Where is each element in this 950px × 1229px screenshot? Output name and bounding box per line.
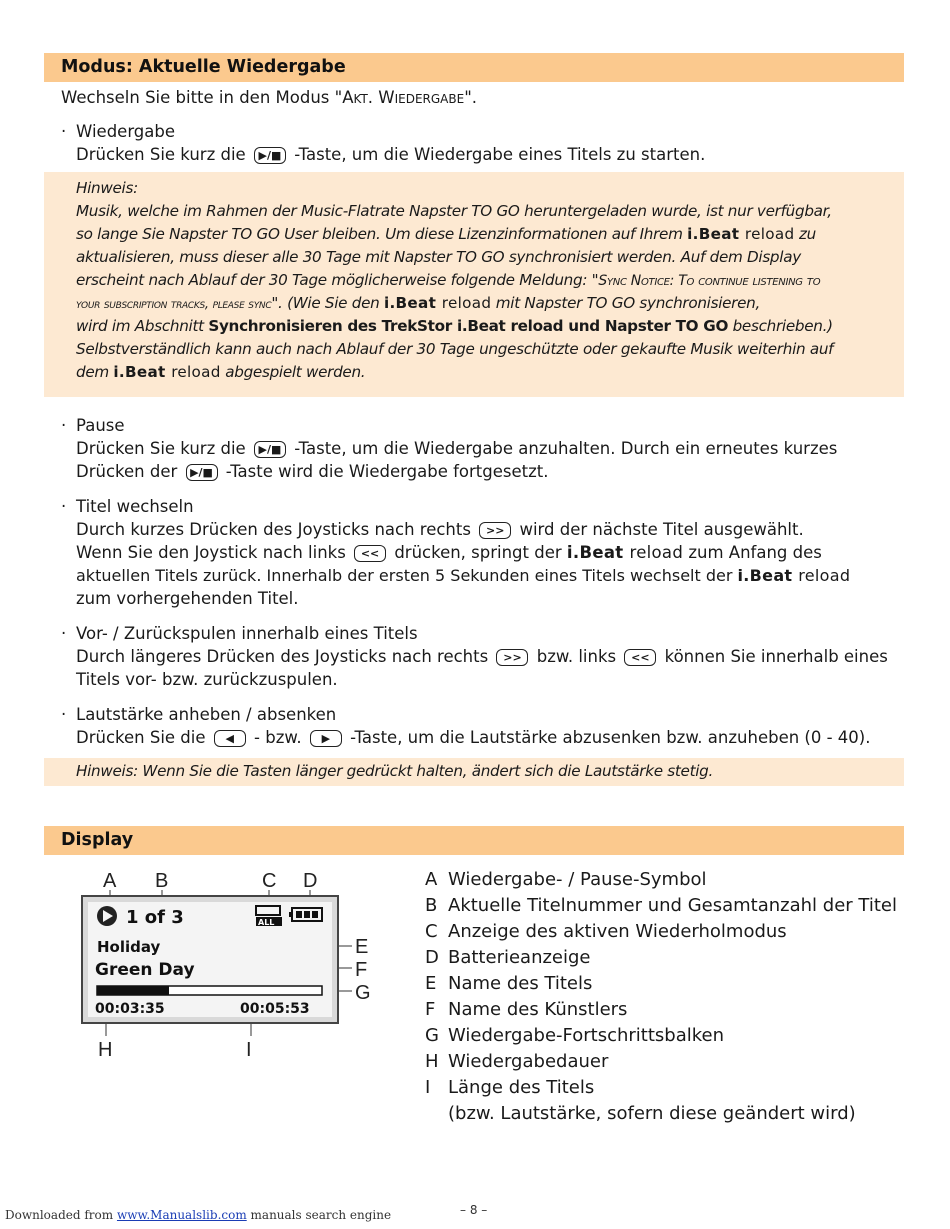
section-reference: Synchronisieren des TrekStor i.Beat reload und Napster TO GO [208,317,729,335]
intro-post: ". [464,88,478,107]
text-part: -Taste, um die Wiedergabe anzuhalten. Durch ein erneutes kurzes [294,439,838,458]
text-part: dem [76,363,109,381]
legend-key: A [425,869,438,890]
section-header-wiedergabe [44,53,904,82]
legend-item [425,997,627,1023]
titel-text [76,518,804,541]
legend-item [425,919,787,945]
hinweis-box [44,172,904,397]
brand-name [567,543,683,562]
legend-value: Anzeige des aktiven Wiederholmodus [448,921,787,942]
spulen-title: Vor- / Zurückspulen innerhalb eines Titels [76,624,418,643]
intro-pre: Wechseln Sie bitte in den Modus " [61,88,343,107]
forward-key-icon: >> [496,649,528,666]
bullet: · [61,122,67,141]
total-time: 00:05:53 [240,1001,310,1017]
titel-text [76,564,850,587]
titel-title: Titel wechseln [76,497,194,516]
laut-title: Lautstärke anheben / absenken [76,705,337,724]
letter-h: H [98,1039,113,1061]
text-part: wird im Abschnitt [76,317,204,335]
text-part: Drücken Sie kurz die [76,439,246,458]
wiedergabe-title: Wiedergabe [76,122,176,141]
play-pause-key-icon: ▶/■ [186,464,218,481]
back-key-icon: << [354,545,386,562]
hinweis-volume: Hinweis: Wenn Sie die Tasten länger gedrückt halten, ändert sich die Lautstärke stetig. [76,762,714,780]
text-part: Durch kurzes Drücken des Joysticks nach rechts [76,520,471,539]
legend-key: H [425,1051,439,1072]
text-part: erscheint nach Ablauf der 30 Tage möglicherweise folgende Meldung: " [76,271,599,289]
letter-a: A [103,870,117,892]
titel-text: zum vorhergehenden Titel. [76,589,299,608]
legend-key: E [425,973,437,994]
text-part: können Sie innerhalb eines [664,647,888,666]
track-position: 1 of 3 [126,907,184,928]
display-diagram [70,862,390,1072]
letter-c: C [262,870,277,892]
text-part: Drücken Sie kurz die [76,145,246,164]
left-key-icon: ◀ [214,730,246,747]
text-part: zum Anfang des [688,543,822,562]
legend-value: Name des Titels [448,973,593,994]
text-part: -Taste wird die Wiedergabe fortgesetzt. [225,462,549,481]
legend-item [425,867,707,893]
letter-d: D [303,870,318,892]
page-number: – 8 – [460,1203,488,1217]
legend-value: Wiedergabe- / Pause-Symbol [448,869,707,890]
brand-reload: reload [171,363,221,381]
legend-item [425,1049,608,1075]
sync-notice: your subscription tracks, please sync [76,297,272,312]
text-part: Wenn Sie den Joystick nach links [76,543,346,562]
letter-e: E [355,936,369,958]
hinweis-line [76,269,820,293]
legend-key: C [425,921,438,942]
brand-i: i.Beat [737,566,793,585]
text-part: Drücken der [76,462,178,481]
song-title: Holiday [97,938,161,956]
pause-text [76,460,549,483]
legend-key: F [425,999,436,1020]
hinweis-line [76,292,760,316]
legend-item [425,1023,724,1049]
text-part: beschrieben.) [732,317,833,335]
text-part: Drücken Sie die [76,728,206,747]
manualslib-link[interactable]: www.Manualslib.com [116,1208,247,1222]
spulen-text [76,645,888,668]
text-part: ". (Wie Sie den [271,294,380,312]
brand-i: i.Beat [113,363,166,381]
artist-name: Green Day [95,960,195,980]
text-part: so lange Sie Napster TO GO User bleiben. Um diese Lizenzinformationen auf Ihrem [76,225,683,243]
wiedergabe-text [76,143,705,166]
legend-value: (bzw. Lautstärke, sofern diese geändert wird) [448,1103,856,1124]
section-header-display [44,826,904,855]
hinweis-line: aktualisieren, muss dieser alle 30 Tage mit Napster TO GO synchronisiert werden. Auf dem Display [76,248,801,266]
legend-item [425,945,591,971]
legend-value: Batterieanzeige [448,947,591,968]
footer-text: Downloaded from [5,1208,114,1222]
letter-i: I [246,1039,252,1061]
text-part: aktuellen Titels zurück. Innerhalb der ersten 5 Sekunden eines Titels wechselt der [76,566,733,585]
hinweis-label: Hinweis: [76,179,138,197]
progress-bar-fill [97,986,169,995]
pause-title: Pause [76,416,125,435]
right-key-icon: ▶ [310,730,342,747]
bullet: · [61,416,67,435]
hinweis-volume-box [44,758,904,786]
brand-reload: reload [744,225,795,243]
pause-text [76,437,837,460]
brand-i: i.Beat [566,543,624,562]
legend-key: D [425,947,439,968]
brand-name [384,294,491,312]
brand-name [113,363,220,381]
hinweis-line: Musik, welche im Rahmen der Music-Flatrate Napster TO GO heruntergeladen wurde, ist nur verfügbar, [76,202,832,220]
brand-reload: reload [629,543,684,562]
letter-g: G [355,982,371,1004]
bullet: · [61,624,67,643]
forward-key-icon: >> [479,522,511,539]
elapsed-time: 00:03:35 [95,1001,165,1017]
legend-value: Wiedergabedauer [448,1051,609,1072]
brand-i: i.Beat [687,225,740,243]
back-key-icon: << [624,649,656,666]
play-pause-key-icon: ▶/■ [254,147,286,164]
brand-reload: reload [798,566,851,585]
legend-key: I [425,1077,431,1098]
intro-mode: Akt. Wiedergabe [342,88,465,107]
legend-value: Länge des Titels [448,1077,595,1098]
legend-item [425,971,592,997]
footer-text: manuals search engine [250,1208,392,1222]
repeat-label: ALL [258,918,275,927]
brand-i: i.Beat [383,294,437,312]
legend-item [425,1101,856,1127]
text-part: - bzw. [254,728,302,747]
laut-text [76,726,870,749]
legend-item [425,893,897,919]
footer-source [5,1208,391,1222]
section-title: Display [61,830,134,850]
sync-notice: Sync Notice: To continue listening to [598,273,821,289]
brand-reload: reload [441,294,492,312]
section-title: Modus: Aktuelle Wiedergabe [61,57,346,77]
intro-text [61,86,477,109]
legend-key: G [425,1025,439,1046]
text-part: drücken, springt der [394,543,562,562]
text-part: wird der nächste Titel ausgewählt. [519,520,804,539]
hinweis-line [76,315,833,338]
letter-b: B [155,870,169,892]
text-part: Durch längeres Drücken des Joysticks nach rechts [76,647,489,666]
legend-value: Wiedergabe-Fortschrittsbalken [448,1025,724,1046]
text-part: -Taste, um die Lautstärke abzusenken bzw. anzuheben (0 - 40). [350,728,871,747]
text-part: -Taste, um die Wiedergabe eines Titels zu starten. [294,145,706,164]
brand-name [687,225,794,243]
legend-key: B [425,895,438,916]
bullet: · [61,705,67,724]
bullet: · [61,497,67,516]
titel-text [76,541,822,564]
hinweis-line: Selbstverständlich kann auch nach Ablauf der 30 Tage ungeschützte oder gekaufte Musik weiterhin auf [76,340,834,358]
text-part: zu [798,225,816,243]
spulen-text: Titels vor- bzw. zurückzuspulen. [76,670,338,689]
legend-value: Name des Künstlers [448,999,628,1020]
letter-f: F [355,959,368,981]
text-part: abgespielt werden. [225,363,366,381]
legend-item [425,1075,594,1101]
hinweis-line [76,361,365,384]
hinweis-line [76,223,816,246]
legend-value: Aktuelle Titelnummer und Gesamtanzahl der Titel [448,895,897,916]
play-pause-key-icon: ▶/■ [254,441,286,458]
brand-name [738,566,851,585]
text-part: mit Napster TO GO synchronisieren, [495,294,760,312]
text-part: bzw. links [536,647,617,666]
